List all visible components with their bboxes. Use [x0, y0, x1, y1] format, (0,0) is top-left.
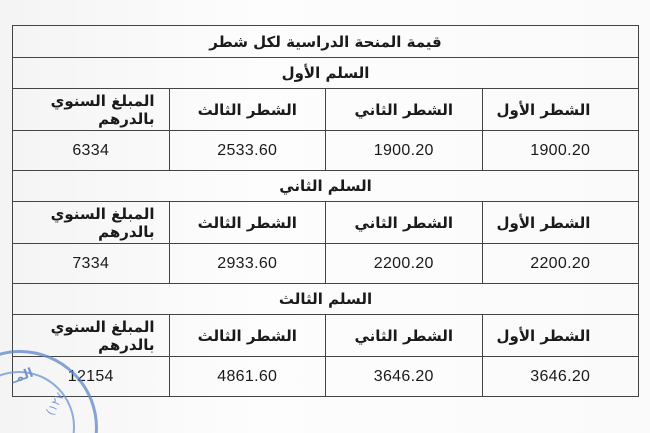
values-row [13, 357, 639, 397]
level-label: السلم الثاني [13, 171, 639, 202]
header-semester-2: الشطر الثاني [326, 202, 483, 244]
level-row [13, 284, 639, 315]
header-semester-3: الشطر الثالث [169, 89, 326, 131]
header-row [13, 89, 639, 131]
value-semester-1: 2200.20 [482, 244, 639, 284]
level-label: السلم الثالث [13, 284, 639, 315]
scholarship-table [12, 25, 639, 397]
header-annual-amount: المبلغ السنوي بالدرهم [13, 89, 170, 131]
value-semester-3: 2533.60 [169, 131, 326, 171]
header-semester-3: الشطر الثالث [169, 315, 326, 357]
values-row [13, 131, 639, 171]
value-semester-3: 2933.60 [169, 244, 326, 284]
stamp-text-secondary: (١٢٧ [42, 390, 68, 418]
value-semester-2: 2200.20 [326, 244, 483, 284]
value-annual: 12154 [13, 357, 170, 397]
header-semester-2: الشطر الثاني [326, 315, 483, 357]
header-semester-1: الشطر الأول [482, 315, 639, 357]
table-title: قيمة المنحة الدراسية لكل شطر [13, 26, 639, 58]
level-label: السلم الأول [13, 58, 639, 89]
level-row [13, 58, 639, 89]
header-row [13, 202, 639, 244]
value-semester-3: 4861.60 [169, 357, 326, 397]
header-semester-1: الشطر الأول [482, 89, 639, 131]
header-semester-2: الشطر الثاني [326, 89, 483, 131]
header-annual-amount: المبلغ السنوي بالدرهم [13, 202, 170, 244]
table-title-row [13, 26, 639, 58]
value-semester-1: 1900.20 [482, 131, 639, 171]
value-semester-2: 1900.20 [326, 131, 483, 171]
values-row [13, 244, 639, 284]
value-semester-2: 3646.20 [326, 357, 483, 397]
header-semester-3: الشطر الثالث [169, 202, 326, 244]
stamp-text: المـ [9, 365, 36, 388]
header-row [13, 315, 639, 357]
value-annual: 7334 [13, 244, 170, 284]
value-annual: 6334 [13, 131, 170, 171]
value-semester-1: 3646.20 [482, 357, 639, 397]
level-row [13, 171, 639, 202]
header-semester-1: الشطر الأول [482, 202, 639, 244]
header-annual-amount: المبلغ السنوي بالدرهم [13, 315, 170, 357]
